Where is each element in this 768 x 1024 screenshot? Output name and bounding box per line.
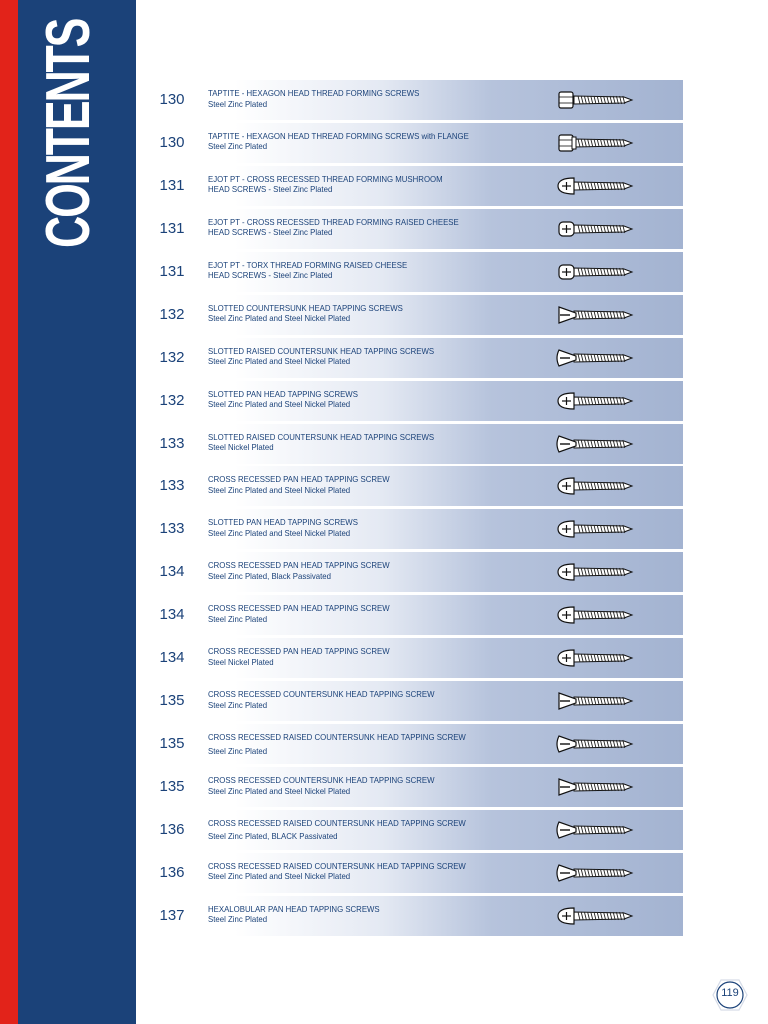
screw-icon [556,217,634,241]
contents-row[interactable] [136,466,683,506]
screw-icon [556,904,634,928]
row-page-number: 135 [159,692,185,710]
contents-row[interactable] [136,767,683,807]
product-finish: Steel Zinc Plated [208,141,268,152]
contents-row[interactable] [136,381,683,421]
row-page-number: 134 [159,606,185,624]
row-page-number: 133 [159,520,185,538]
row-description [208,303,512,324]
screw-icon [556,174,634,198]
product-name: HEXALOBULAR PAN HEAD TAPPING SCREWS [208,903,380,914]
contents-row[interactable] [136,853,683,893]
product-name: CROSS RECESSED COUNTERSUNK HEAD TAPPING SCREW [208,689,435,700]
contents-row[interactable] [136,896,683,936]
product-finish: Steel Zinc Plated [208,699,268,710]
row-page-number: 132 [159,348,185,366]
screw-icon [556,88,634,112]
product-name: EJOT PT - CROSS RECESSED THREAD FORMING RAISED CHEESE [208,216,459,227]
row-description [208,346,512,367]
row-description [208,818,512,842]
contents-row[interactable] [136,295,683,335]
product-name: TAPTITE - HEXAGON HEAD THREAD FORMING SCREWS [208,88,420,98]
product-name: CROSS RECESSED RAISED COUNTERSUNK HEAD TAPPING SCREW [208,860,466,871]
contents-row[interactable] [136,338,683,378]
row-page-number: 137 [159,906,185,924]
screw-icon [556,517,634,541]
product-name: SLOTTED RAISED COUNTERSUNK HEAD TAPPING SCREWS [208,431,435,442]
product-name: SLOTTED PAN HEAD TAPPING SCREWS [208,517,358,528]
red-accent-strip [0,0,18,1024]
product-finish: Steel Nickel Plated [208,442,274,452]
row-description [208,88,512,109]
row-description [208,732,512,756]
screw-icon [556,474,634,498]
product-finish: Steel Zinc Plated and Steel Nickel Plated [208,484,351,495]
contents-row[interactable] [136,552,683,592]
product-finish: Steel Zinc Plated and Steel Nickel Plated [208,313,351,324]
product-finish: Steel Zinc Plated and Steel Nickel Plated [208,356,351,367]
row-description [208,861,512,882]
contents-row[interactable] [136,509,683,549]
row-page-number: 134 [159,649,185,667]
row-page-number: 133 [159,434,185,452]
contents-row[interactable] [136,166,683,206]
screw-icon [556,346,634,370]
product-finish: Steel Zinc Plated [208,98,268,109]
product-name: CROSS RECESSED RAISED COUNTERSUNK HEAD TAPPING SCREW [208,732,466,743]
product-finish: Steel Zinc Plated, BLACK Passivated [208,831,338,842]
row-description [208,432,512,453]
product-finish: Steel Zinc Plated [208,613,268,624]
row-description [208,131,512,152]
product-name: CROSS RECESSED PAN HEAD TAPPING SCREW [208,603,390,614]
row-page-number: 136 [159,820,185,838]
product-name: CROSS RECESSED PAN HEAD TAPPING SCREW [208,474,390,485]
row-description [208,260,512,281]
screw-icon [556,303,634,327]
screw-icon [556,732,634,756]
product-name: CROSS RECESSED RAISED COUNTERSUNK HEAD TAPPING SCREW [208,817,466,828]
product-name: CROSS RECESSED PAN HEAD TAPPING SCREW [208,646,390,657]
screw-icon [556,560,634,584]
product-finish: HEAD SCREWS - Steel Zinc Plated [208,227,333,238]
row-page-number: 134 [159,563,185,581]
row-description [208,217,512,238]
product-name: SLOTTED COUNTERSUNK HEAD TAPPING SCREWS [208,302,403,313]
contents-row[interactable] [136,724,683,764]
screw-icon [556,689,634,713]
row-page-number: 131 [159,262,185,280]
contents-row[interactable] [136,810,683,850]
row-page-number: 132 [159,391,185,409]
contents-row[interactable] [136,424,683,464]
row-page-number: 130 [159,133,185,151]
product-finish: HEAD SCREWS - Steel Zinc Plated [208,184,333,195]
row-page-number: 133 [159,477,185,495]
contents-row[interactable] [136,80,683,120]
row-page-number: 130 [159,91,185,108]
row-description [208,474,512,495]
product-name: TAPTITE - HEXAGON HEAD THREAD FORMING SCREWS with FLANGE [208,130,469,141]
row-description [208,560,512,581]
contents-title: CONTENTS [34,19,103,248]
product-name: CROSS RECESSED PAN HEAD TAPPING SCREW [208,560,390,571]
row-description [208,389,512,410]
row-description [208,603,512,624]
product-finish: Steel Zinc Plated [208,914,268,925]
screw-icon [556,260,634,284]
contents-row[interactable] [136,123,683,163]
contents-row[interactable] [136,681,683,721]
row-page-number: 135 [159,735,185,753]
screw-icon [556,818,634,842]
screw-icon [556,603,634,627]
row-description [208,517,512,538]
row-description [208,689,512,710]
contents-list [136,80,683,939]
product-name: EJOT PT - TORX THREAD FORMING RAISED CHEESE [208,259,408,270]
contents-row[interactable] [136,252,683,292]
screw-icon [556,775,634,799]
product-finish: Steel Nickel Plated [208,656,274,667]
product-finish: Steel Zinc Plated and Steel Nickel Plated [208,785,351,796]
product-finish: HEAD SCREWS - Steel Zinc Plated [208,270,333,281]
product-finish: Steel Zinc Plated and Steel Nickel Plated [208,527,351,538]
row-description [208,904,512,925]
product-name: SLOTTED PAN HEAD TAPPING SCREWS [208,388,358,399]
product-finish: Steel Zinc Plated [208,745,268,756]
screw-icon [556,646,634,670]
row-page-number: 136 [159,863,185,881]
product-finish: Steel Zinc Plated, Black Passivated [208,570,332,581]
product-name: SLOTTED RAISED COUNTERSUNK HEAD TAPPING SCREWS [208,345,435,356]
contents-row[interactable] [136,638,683,678]
contents-row[interactable] [136,209,683,249]
screw-icon [556,389,634,413]
contents-row[interactable] [136,595,683,635]
row-page-number: 131 [159,219,185,237]
product-name: EJOT PT - CROSS RECESSED THREAD FORMING MUSHROOM [208,173,443,184]
screw-icon [556,131,634,155]
page-number: 119 [721,987,739,999]
product-finish: Steel Zinc Plated and Steel Nickel Plated [208,871,351,882]
row-description [208,646,512,667]
screw-icon [556,861,634,885]
row-page-number: 132 [159,305,185,323]
product-name: CROSS RECESSED COUNTERSUNK HEAD TAPPING SCREW [208,775,435,785]
row-page-number: 135 [159,778,185,795]
row-description [208,775,512,796]
row-page-number: 131 [159,176,185,194]
row-description [208,174,512,195]
screw-icon [556,432,634,456]
product-finish: Steel Zinc Plated and Steel Nickel Plated [208,399,351,410]
